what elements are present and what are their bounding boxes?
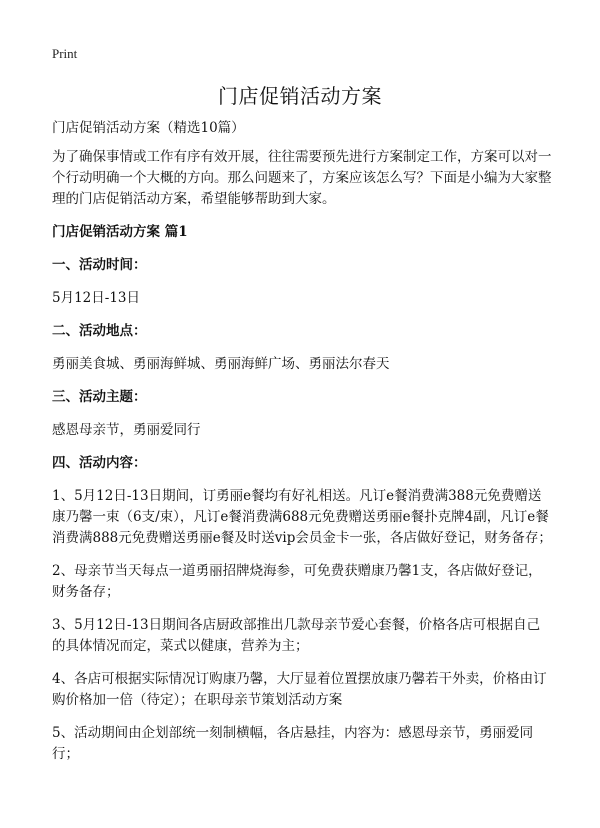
content-item-4: 4、各店可根据实际情况订购康乃馨，大厅显着位置摆放康乃馨若干外卖，价格由订购价格加一倍（待定）；在职母亲节策划活动方案: [52, 671, 547, 708]
document-body: [52, 118, 552, 777]
content-item-5: 5、活动期间由企划部统一刻制横幅，各店悬挂，内容为：感恩母亲节，勇丽爱同行；: [52, 725, 534, 762]
print-label: Print: [52, 46, 78, 61]
theme-text: 感恩母亲节，勇丽爱同行: [52, 422, 201, 438]
place-text: 勇丽美食城、勇丽海鲜城、勇丽海鲜广场、勇丽法尔春天: [52, 356, 390, 372]
content-item-3: 3、5月12日-13日期间各店厨政部推出几款母亲节爱心套餐，价格各店可根据自己的具体情况而定，菜式以健康，营养为主；: [52, 617, 541, 654]
page-title: 门店促销活动方案: [218, 84, 382, 108]
heading-time: 一、活动时间：: [52, 257, 147, 273]
heading-theme: 三、活动主题：: [52, 389, 147, 405]
intro-paragraph: 为了确保事情或工作有序有效开展，往往需要预先进行方案制定工作，方案可以对一个行动明确一个大概的方向。那么问题来了，方案应该怎么写？下面是小编为大家整理的门店促销活动方案，希望能够帮助到大家。: [52, 149, 552, 207]
heading-place: 二、活动地点：: [52, 323, 147, 339]
content-item-1: 1、5月12日-13日期间，订勇丽e餐均有好礼相送。凡订e餐消费满388元免费赠送康乃馨一束（6支/束），凡订e餐消费满688元免费赠送勇丽e餐扑克牌4副，凡订e餐消费满888元免费赠送勇丽e餐及时送vip会员金卡一张，各店做好登记，财务备存；: [52, 488, 552, 546]
time-text: 5月12日-13日: [52, 290, 141, 306]
content-item-2: 2、母亲节当天每点一道勇丽招牌烧海参，可免费获赠康乃馨1支，各店做好登记，财务备存；: [52, 563, 542, 600]
section-title: 门店促销活动方案 篇1: [52, 224, 188, 240]
heading-content: 四、活动内容：: [52, 455, 147, 471]
document-subtitle: 门店促销活动方案（精选10篇）: [52, 120, 245, 136]
